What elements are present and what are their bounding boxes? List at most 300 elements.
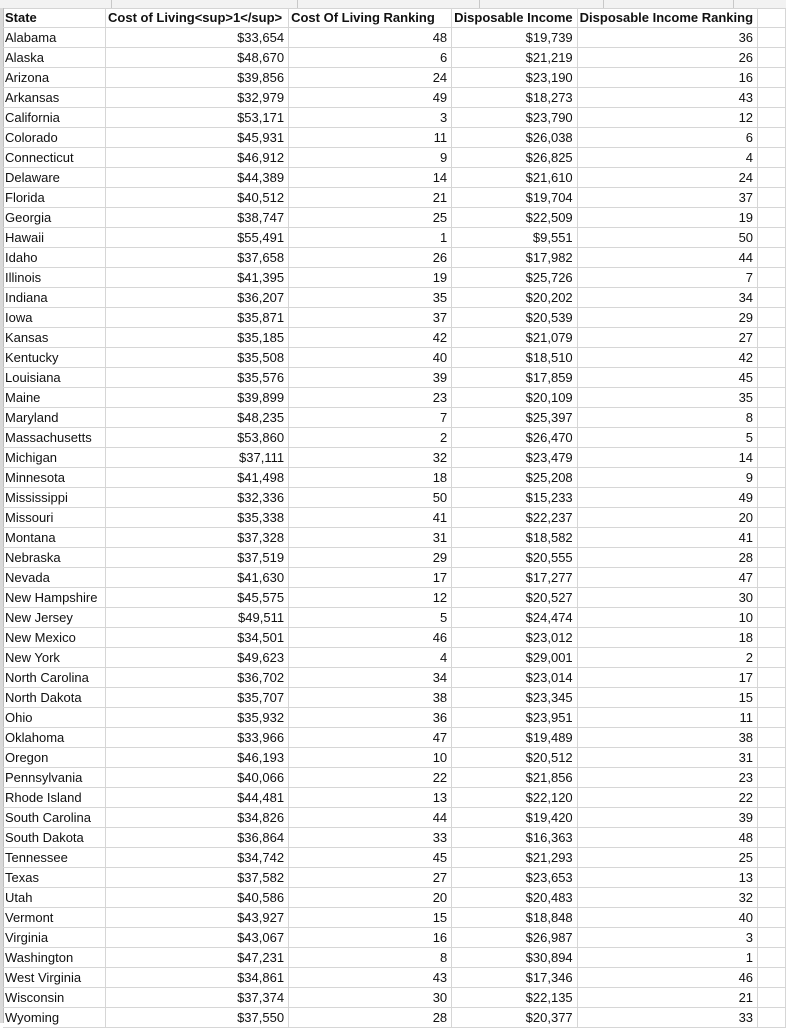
cell-disposable-ranking[interactable]: 20 xyxy=(577,508,757,528)
empty-cell[interactable] xyxy=(758,588,786,608)
cell-state[interactable]: West Virginia xyxy=(3,968,106,988)
cell-disposable-income[interactable]: $20,539 xyxy=(452,308,577,328)
empty-cell[interactable] xyxy=(758,1008,786,1028)
cell-disposable-income[interactable]: $23,014 xyxy=(452,668,577,688)
cell-cost-of-living[interactable]: $35,185 xyxy=(106,328,289,348)
cell-disposable-ranking[interactable]: 28 xyxy=(577,548,757,568)
cell-state[interactable]: New Mexico xyxy=(3,628,106,648)
cell-cost-ranking[interactable]: 22 xyxy=(289,768,452,788)
cell-disposable-income[interactable]: $24,474 xyxy=(452,608,577,628)
cell-cost-ranking[interactable]: 17 xyxy=(289,568,452,588)
cell-disposable-income[interactable]: $23,012 xyxy=(452,628,577,648)
cell-state[interactable]: North Dakota xyxy=(3,688,106,708)
cell-disposable-income[interactable]: $15,233 xyxy=(452,488,577,508)
cell-disposable-ranking[interactable]: 23 xyxy=(577,768,757,788)
cell-disposable-income[interactable]: $26,987 xyxy=(452,928,577,948)
cell-state[interactable]: Mississippi xyxy=(3,488,106,508)
cell-disposable-income[interactable]: $22,509 xyxy=(452,208,577,228)
cell-disposable-ranking[interactable]: 6 xyxy=(577,128,757,148)
cell-cost-ranking[interactable]: 14 xyxy=(289,168,452,188)
cell-state[interactable]: Louisiana xyxy=(3,368,106,388)
cell-disposable-ranking[interactable]: 35 xyxy=(577,388,757,408)
cell-disposable-income[interactable]: $17,346 xyxy=(452,968,577,988)
cell-cost-ranking[interactable]: 13 xyxy=(289,788,452,808)
cell-cost-of-living[interactable]: $41,395 xyxy=(106,268,289,288)
empty-cell[interactable] xyxy=(758,128,786,148)
cell-state[interactable]: Hawaii xyxy=(3,228,106,248)
cell-cost-of-living[interactable]: $48,670 xyxy=(106,48,289,68)
cell-disposable-income[interactable]: $22,120 xyxy=(452,788,577,808)
cell-state[interactable]: North Carolina xyxy=(3,668,106,688)
empty-cell[interactable] xyxy=(758,788,786,808)
cell-cost-ranking[interactable]: 46 xyxy=(289,628,452,648)
cell-cost-of-living[interactable]: $53,171 xyxy=(106,108,289,128)
cell-disposable-ranking[interactable]: 4 xyxy=(577,148,757,168)
cell-cost-of-living[interactable]: $45,931 xyxy=(106,128,289,148)
cell-state[interactable]: Iowa xyxy=(3,308,106,328)
cell-disposable-income[interactable]: $21,293 xyxy=(452,848,577,868)
empty-cell[interactable] xyxy=(758,668,786,688)
empty-cell[interactable] xyxy=(758,448,786,468)
cell-state[interactable]: Vermont xyxy=(3,908,106,928)
cell-cost-ranking[interactable]: 41 xyxy=(289,508,452,528)
cell-cost-of-living[interactable]: $48,235 xyxy=(106,408,289,428)
cell-cost-ranking[interactable]: 18 xyxy=(289,468,452,488)
cell-disposable-income[interactable]: $18,510 xyxy=(452,348,577,368)
cell-cost-of-living[interactable]: $49,623 xyxy=(106,648,289,668)
cell-cost-ranking[interactable]: 15 xyxy=(289,908,452,928)
cell-cost-ranking[interactable]: 35 xyxy=(289,288,452,308)
cell-state[interactable]: Arizona xyxy=(3,68,106,88)
empty-cell[interactable] xyxy=(758,968,786,988)
empty-cell[interactable] xyxy=(758,288,786,308)
cell-disposable-ranking[interactable]: 40 xyxy=(577,908,757,928)
cell-cost-of-living[interactable]: $46,912 xyxy=(106,148,289,168)
cell-cost-ranking[interactable]: 40 xyxy=(289,348,452,368)
cell-disposable-income[interactable]: $19,739 xyxy=(452,28,577,48)
cell-state[interactable]: Maryland xyxy=(3,408,106,428)
cell-disposable-ranking[interactable]: 39 xyxy=(577,808,757,828)
cell-state[interactable]: Nebraska xyxy=(3,548,106,568)
cell-cost-of-living[interactable]: $32,336 xyxy=(106,488,289,508)
cell-cost-ranking[interactable]: 49 xyxy=(289,88,452,108)
cell-state[interactable]: Ohio xyxy=(3,708,106,728)
empty-cell[interactable] xyxy=(758,308,786,328)
cell-disposable-ranking[interactable]: 27 xyxy=(577,328,757,348)
cell-disposable-ranking[interactable]: 34 xyxy=(577,288,757,308)
cell-disposable-income[interactable]: $20,555 xyxy=(452,548,577,568)
cell-disposable-ranking[interactable]: 31 xyxy=(577,748,757,768)
cell-state[interactable]: Minnesota xyxy=(3,468,106,488)
cell-state[interactable]: Indiana xyxy=(3,288,106,308)
cell-state[interactable]: Missouri xyxy=(3,508,106,528)
cell-state[interactable]: Tennessee xyxy=(3,848,106,868)
cell-disposable-ranking[interactable]: 7 xyxy=(577,268,757,288)
cell-disposable-income[interactable]: $23,653 xyxy=(452,868,577,888)
empty-cell[interactable] xyxy=(758,428,786,448)
cell-disposable-ranking[interactable]: 9 xyxy=(577,468,757,488)
empty-cell[interactable] xyxy=(758,908,786,928)
cell-cost-of-living[interactable]: $40,586 xyxy=(106,888,289,908)
cell-disposable-income[interactable]: $29,001 xyxy=(452,648,577,668)
cell-disposable-ranking[interactable]: 11 xyxy=(577,708,757,728)
cell-cost-of-living[interactable]: $35,932 xyxy=(106,708,289,728)
cell-cost-ranking[interactable]: 21 xyxy=(289,188,452,208)
column-divider[interactable] xyxy=(603,0,604,8)
cell-disposable-income[interactable]: $26,470 xyxy=(452,428,577,448)
cell-disposable-income[interactable]: $25,397 xyxy=(452,408,577,428)
cell-state[interactable]: Maine xyxy=(3,388,106,408)
cell-cost-ranking[interactable]: 32 xyxy=(289,448,452,468)
cell-cost-of-living[interactable]: $35,508 xyxy=(106,348,289,368)
empty-cell[interactable] xyxy=(758,108,786,128)
cell-cost-ranking[interactable]: 28 xyxy=(289,1008,452,1028)
empty-cell[interactable] xyxy=(758,608,786,628)
cell-cost-of-living[interactable]: $37,550 xyxy=(106,1008,289,1028)
cell-disposable-income[interactable]: $26,825 xyxy=(452,148,577,168)
cell-disposable-income[interactable]: $30,894 xyxy=(452,948,577,968)
cell-cost-of-living[interactable]: $44,389 xyxy=(106,168,289,188)
cell-cost-ranking[interactable]: 19 xyxy=(289,268,452,288)
empty-cell[interactable] xyxy=(758,548,786,568)
empty-cell[interactable] xyxy=(758,628,786,648)
empty-cell[interactable] xyxy=(758,988,786,1008)
cell-cost-ranking[interactable]: 37 xyxy=(289,308,452,328)
empty-cell[interactable] xyxy=(758,28,786,48)
cell-state[interactable]: Nevada xyxy=(3,568,106,588)
cell-cost-of-living[interactable]: $33,654 xyxy=(106,28,289,48)
cell-cost-ranking[interactable]: 24 xyxy=(289,68,452,88)
cell-cost-ranking[interactable]: 38 xyxy=(289,688,452,708)
cell-disposable-income[interactable]: $21,219 xyxy=(452,48,577,68)
cell-cost-ranking[interactable]: 29 xyxy=(289,548,452,568)
empty-cell[interactable] xyxy=(758,328,786,348)
cell-disposable-income[interactable]: $22,135 xyxy=(452,988,577,1008)
cell-cost-ranking[interactable]: 16 xyxy=(289,928,452,948)
cell-state[interactable]: New Hampshire xyxy=(3,588,106,608)
cell-state[interactable]: Colorado xyxy=(3,128,106,148)
cell-cost-of-living[interactable]: $37,582 xyxy=(106,868,289,888)
cell-disposable-ranking[interactable]: 46 xyxy=(577,968,757,988)
cell-disposable-ranking[interactable]: 1 xyxy=(577,948,757,968)
cell-cost-of-living[interactable]: $37,658 xyxy=(106,248,289,268)
cell-disposable-ranking[interactable]: 33 xyxy=(577,1008,757,1028)
empty-cell[interactable] xyxy=(758,528,786,548)
cell-cost-ranking[interactable]: 43 xyxy=(289,968,452,988)
cell-disposable-ranking[interactable]: 8 xyxy=(577,408,757,428)
cell-cost-ranking[interactable]: 5 xyxy=(289,608,452,628)
column-divider[interactable] xyxy=(733,0,734,8)
cell-disposable-ranking[interactable]: 19 xyxy=(577,208,757,228)
cell-cost-of-living[interactable]: $38,747 xyxy=(106,208,289,228)
cell-disposable-income[interactable]: $20,377 xyxy=(452,1008,577,1028)
header-cell-disposable-income[interactable]: Disposable Income xyxy=(452,8,577,28)
cell-cost-ranking[interactable]: 11 xyxy=(289,128,452,148)
empty-cell[interactable] xyxy=(758,268,786,288)
cell-cost-ranking[interactable]: 10 xyxy=(289,748,452,768)
cell-disposable-ranking[interactable]: 21 xyxy=(577,988,757,1008)
cell-disposable-income[interactable]: $20,527 xyxy=(452,588,577,608)
cell-disposable-income[interactable]: $20,109 xyxy=(452,388,577,408)
cell-cost-of-living[interactable]: $41,498 xyxy=(106,468,289,488)
cell-disposable-ranking[interactable]: 45 xyxy=(577,368,757,388)
cell-disposable-ranking[interactable]: 3 xyxy=(577,928,757,948)
cell-disposable-income[interactable]: $18,848 xyxy=(452,908,577,928)
empty-cell[interactable] xyxy=(758,388,786,408)
empty-cell[interactable] xyxy=(758,8,786,28)
empty-cell[interactable] xyxy=(758,348,786,368)
cell-cost-of-living[interactable]: $49,511 xyxy=(106,608,289,628)
cell-state[interactable]: South Carolina xyxy=(3,808,106,828)
cell-cost-of-living[interactable]: $37,374 xyxy=(106,988,289,1008)
cell-disposable-income[interactable]: $18,273 xyxy=(452,88,577,108)
empty-cell[interactable] xyxy=(758,868,786,888)
cell-state[interactable]: Georgia xyxy=(3,208,106,228)
cell-cost-ranking[interactable]: 45 xyxy=(289,848,452,868)
empty-cell[interactable] xyxy=(758,188,786,208)
cell-disposable-ranking[interactable]: 32 xyxy=(577,888,757,908)
cell-disposable-income[interactable]: $18,582 xyxy=(452,528,577,548)
cell-disposable-ranking[interactable]: 12 xyxy=(577,108,757,128)
cell-cost-of-living[interactable]: $35,338 xyxy=(106,508,289,528)
empty-cell[interactable] xyxy=(758,828,786,848)
cell-disposable-ranking[interactable]: 24 xyxy=(577,168,757,188)
cell-cost-ranking[interactable]: 44 xyxy=(289,808,452,828)
cell-disposable-ranking[interactable]: 37 xyxy=(577,188,757,208)
cell-disposable-income[interactable]: $17,982 xyxy=(452,248,577,268)
cell-disposable-income[interactable]: $21,079 xyxy=(452,328,577,348)
empty-cell[interactable] xyxy=(758,848,786,868)
cell-disposable-ranking[interactable]: 17 xyxy=(577,668,757,688)
header-cell-disposable-ranking[interactable]: Disposable Income Ranking xyxy=(577,8,757,28)
empty-cell[interactable] xyxy=(758,68,786,88)
cell-disposable-income[interactable]: $20,512 xyxy=(452,748,577,768)
cell-state[interactable]: Illinois xyxy=(3,268,106,288)
cell-cost-of-living[interactable]: $35,576 xyxy=(106,368,289,388)
cell-cost-of-living[interactable]: $36,207 xyxy=(106,288,289,308)
cell-disposable-income[interactable]: $9,551 xyxy=(452,228,577,248)
empty-cell[interactable] xyxy=(758,248,786,268)
cell-disposable-ranking[interactable]: 25 xyxy=(577,848,757,868)
cell-disposable-income[interactable]: $23,479 xyxy=(452,448,577,468)
cell-disposable-ranking[interactable]: 36 xyxy=(577,28,757,48)
cell-state[interactable]: Michigan xyxy=(3,448,106,468)
cell-state[interactable]: Oklahoma xyxy=(3,728,106,748)
cell-state[interactable]: Pennsylvania xyxy=(3,768,106,788)
cell-disposable-ranking[interactable]: 38 xyxy=(577,728,757,748)
cell-cost-of-living[interactable]: $46,193 xyxy=(106,748,289,768)
cell-state[interactable]: Connecticut xyxy=(3,148,106,168)
empty-cell[interactable] xyxy=(758,88,786,108)
cell-cost-ranking[interactable]: 50 xyxy=(289,488,452,508)
cell-disposable-ranking[interactable]: 29 xyxy=(577,308,757,328)
cell-cost-of-living[interactable]: $43,067 xyxy=(106,928,289,948)
cell-cost-ranking[interactable]: 42 xyxy=(289,328,452,348)
cell-state[interactable]: Utah xyxy=(3,888,106,908)
empty-cell[interactable] xyxy=(758,228,786,248)
cell-disposable-ranking[interactable]: 2 xyxy=(577,648,757,668)
column-divider[interactable] xyxy=(111,0,112,8)
cell-cost-ranking[interactable]: 20 xyxy=(289,888,452,908)
empty-cell[interactable] xyxy=(758,148,786,168)
cell-disposable-income[interactable]: $19,704 xyxy=(452,188,577,208)
header-cell-state[interactable]: State xyxy=(3,8,106,28)
cell-disposable-ranking[interactable]: 10 xyxy=(577,608,757,628)
cell-cost-ranking[interactable]: 39 xyxy=(289,368,452,388)
cell-cost-ranking[interactable]: 9 xyxy=(289,148,452,168)
cell-cost-ranking[interactable]: 26 xyxy=(289,248,452,268)
cell-cost-of-living[interactable]: $34,742 xyxy=(106,848,289,868)
cell-cost-ranking[interactable]: 34 xyxy=(289,668,452,688)
cell-state[interactable]: Oregon xyxy=(3,748,106,768)
cell-disposable-ranking[interactable]: 22 xyxy=(577,788,757,808)
cell-state[interactable]: Kansas xyxy=(3,328,106,348)
empty-cell[interactable] xyxy=(758,168,786,188)
cell-cost-of-living[interactable]: $45,575 xyxy=(106,588,289,608)
empty-cell[interactable] xyxy=(758,728,786,748)
cell-cost-ranking[interactable]: 7 xyxy=(289,408,452,428)
empty-cell[interactable] xyxy=(758,708,786,728)
cell-disposable-ranking[interactable]: 13 xyxy=(577,868,757,888)
cell-state[interactable]: California xyxy=(3,108,106,128)
cell-cost-of-living[interactable]: $35,871 xyxy=(106,308,289,328)
column-divider[interactable] xyxy=(297,0,298,8)
cell-disposable-income[interactable]: $19,489 xyxy=(452,728,577,748)
cell-state[interactable]: Virginia xyxy=(3,928,106,948)
cell-cost-of-living[interactable]: $34,861 xyxy=(106,968,289,988)
cell-state[interactable]: Massachusetts xyxy=(3,428,106,448)
cell-state[interactable]: New York xyxy=(3,648,106,668)
empty-cell[interactable] xyxy=(758,748,786,768)
empty-cell[interactable] xyxy=(758,48,786,68)
cell-disposable-ranking[interactable]: 44 xyxy=(577,248,757,268)
cell-cost-ranking[interactable]: 8 xyxy=(289,948,452,968)
cell-cost-of-living[interactable]: $40,066 xyxy=(106,768,289,788)
cell-cost-of-living[interactable]: $35,707 xyxy=(106,688,289,708)
cell-disposable-income[interactable]: $16,363 xyxy=(452,828,577,848)
cell-disposable-income[interactable]: $20,202 xyxy=(452,288,577,308)
cell-disposable-income[interactable]: $23,345 xyxy=(452,688,577,708)
cell-disposable-income[interactable]: $23,951 xyxy=(452,708,577,728)
cell-cost-of-living[interactable]: $44,481 xyxy=(106,788,289,808)
cell-cost-of-living[interactable]: $32,979 xyxy=(106,88,289,108)
cell-cost-of-living[interactable]: $37,519 xyxy=(106,548,289,568)
cell-cost-of-living[interactable]: $37,111 xyxy=(106,448,289,468)
cell-state[interactable]: Florida xyxy=(3,188,106,208)
cell-cost-ranking[interactable]: 30 xyxy=(289,988,452,1008)
cell-cost-of-living[interactable]: $40,512 xyxy=(106,188,289,208)
cell-disposable-ranking[interactable]: 43 xyxy=(577,88,757,108)
cell-cost-of-living[interactable]: $53,860 xyxy=(106,428,289,448)
cell-disposable-ranking[interactable]: 18 xyxy=(577,628,757,648)
cell-cost-ranking[interactable]: 36 xyxy=(289,708,452,728)
cell-disposable-income[interactable]: $22,237 xyxy=(452,508,577,528)
empty-cell[interactable] xyxy=(758,468,786,488)
cell-cost-ranking[interactable]: 6 xyxy=(289,48,452,68)
cell-disposable-income[interactable]: $21,856 xyxy=(452,768,577,788)
cell-disposable-ranking[interactable]: 15 xyxy=(577,688,757,708)
empty-cell[interactable] xyxy=(758,888,786,908)
cell-cost-ranking[interactable]: 31 xyxy=(289,528,452,548)
empty-cell[interactable] xyxy=(758,368,786,388)
cell-cost-of-living[interactable]: $39,899 xyxy=(106,388,289,408)
cell-state[interactable]: Wisconsin xyxy=(3,988,106,1008)
column-divider[interactable] xyxy=(479,0,480,8)
empty-cell[interactable] xyxy=(758,408,786,428)
cell-disposable-income[interactable]: $26,038 xyxy=(452,128,577,148)
cell-disposable-ranking[interactable]: 48 xyxy=(577,828,757,848)
cell-disposable-ranking[interactable]: 50 xyxy=(577,228,757,248)
cell-state[interactable]: Arkansas xyxy=(3,88,106,108)
cell-disposable-ranking[interactable]: 42 xyxy=(577,348,757,368)
cell-cost-of-living[interactable]: $43,927 xyxy=(106,908,289,928)
empty-cell[interactable] xyxy=(758,648,786,668)
cell-disposable-ranking[interactable]: 49 xyxy=(577,488,757,508)
cell-disposable-income[interactable]: $25,208 xyxy=(452,468,577,488)
empty-cell[interactable] xyxy=(758,768,786,788)
cell-state[interactable]: Kentucky xyxy=(3,348,106,368)
cell-cost-of-living[interactable]: $41,630 xyxy=(106,568,289,588)
cell-disposable-income[interactable]: $19,420 xyxy=(452,808,577,828)
cell-cost-ranking[interactable]: 47 xyxy=(289,728,452,748)
cell-disposable-income[interactable]: $21,610 xyxy=(452,168,577,188)
cell-disposable-ranking[interactable]: 16 xyxy=(577,68,757,88)
cell-disposable-income[interactable]: $23,790 xyxy=(452,108,577,128)
cell-disposable-income[interactable]: $17,859 xyxy=(452,368,577,388)
cell-disposable-income[interactable]: $20,483 xyxy=(452,888,577,908)
cell-cost-of-living[interactable]: $33,966 xyxy=(106,728,289,748)
empty-cell[interactable] xyxy=(758,488,786,508)
cell-cost-ranking[interactable]: 2 xyxy=(289,428,452,448)
cell-cost-ranking[interactable]: 25 xyxy=(289,208,452,228)
cell-state[interactable]: South Dakota xyxy=(3,828,106,848)
header-cell-cost-ranking[interactable]: Cost Of Living Ranking xyxy=(289,8,452,28)
cell-disposable-ranking[interactable]: 14 xyxy=(577,448,757,468)
cell-cost-ranking[interactable]: 48 xyxy=(289,28,452,48)
cell-cost-ranking[interactable]: 33 xyxy=(289,828,452,848)
cell-cost-ranking[interactable]: 23 xyxy=(289,388,452,408)
cell-cost-of-living[interactable]: $36,864 xyxy=(106,828,289,848)
empty-cell[interactable] xyxy=(758,568,786,588)
cell-cost-ranking[interactable]: 12 xyxy=(289,588,452,608)
cell-state[interactable]: Idaho xyxy=(3,248,106,268)
cell-state[interactable]: Alaska xyxy=(3,48,106,68)
cell-cost-ranking[interactable]: 4 xyxy=(289,648,452,668)
cell-cost-of-living[interactable]: $55,491 xyxy=(106,228,289,248)
cell-state[interactable]: Washington xyxy=(3,948,106,968)
cell-disposable-ranking[interactable]: 5 xyxy=(577,428,757,448)
cell-disposable-ranking[interactable]: 41 xyxy=(577,528,757,548)
cell-state[interactable]: Wyoming xyxy=(3,1008,106,1028)
cell-disposable-ranking[interactable]: 26 xyxy=(577,48,757,68)
cell-disposable-ranking[interactable]: 30 xyxy=(577,588,757,608)
cell-state[interactable]: Rhode Island xyxy=(3,788,106,808)
cell-cost-of-living[interactable]: $34,826 xyxy=(106,808,289,828)
cell-cost-of-living[interactable]: $37,328 xyxy=(106,528,289,548)
empty-cell[interactable] xyxy=(758,508,786,528)
cell-state[interactable]: Montana xyxy=(3,528,106,548)
cell-cost-of-living[interactable]: $36,702 xyxy=(106,668,289,688)
cell-disposable-income[interactable]: $25,726 xyxy=(452,268,577,288)
empty-cell[interactable] xyxy=(758,688,786,708)
cell-cost-ranking[interactable]: 3 xyxy=(289,108,452,128)
cell-cost-ranking[interactable]: 1 xyxy=(289,228,452,248)
cell-state[interactable]: Texas xyxy=(3,868,106,888)
cell-disposable-income[interactable]: $23,190 xyxy=(452,68,577,88)
empty-cell[interactable] xyxy=(758,808,786,828)
cell-cost-of-living[interactable]: $47,231 xyxy=(106,948,289,968)
cell-cost-of-living[interactable]: $34,501 xyxy=(106,628,289,648)
